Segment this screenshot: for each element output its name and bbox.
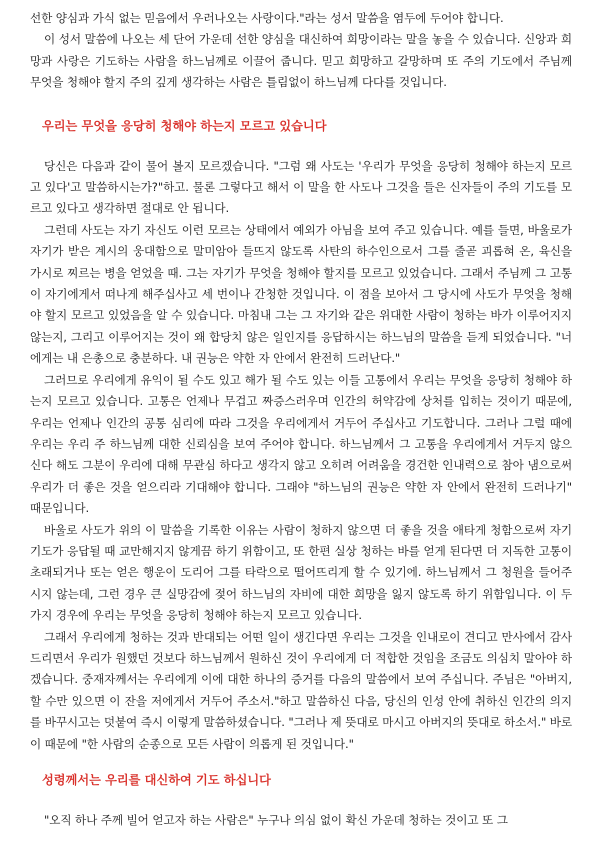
section-bottom [30, 810, 572, 831]
section-heading: 성령께서는 우리를 대신하여 기도 하십니다 [42, 773, 271, 787]
section-heading: 우리는 무엇을 응당히 청해야 하는지 모르고 있습니다 [42, 118, 327, 133]
paragraph: 선한 양심과 가식 없는 믿음에서 우러나오는 사랑이다."라는 성서 말씀을 염두에 두어야 합니다. [30, 11, 504, 25]
paragraph: 그래서 우리에게 청하는 것과 반대되는 어떤 일이 생긴다면 우리는 그것을 인내로이 견디고 만사에서 감사드리면서 우리가 원했던 것보다 하느님께서 원하신 것이 우리에게 더 적합한 것임을 조금도 의심치 말아야 하겠습니다. 중재자께서는 우리에게 이에 대한 하나의 증거를 다음의 말씀에서 보여 주십니다. 주님은 "아버지, 할 수만 있으면 이 잔을 저에게서 거두어 주소서."하고 말씀하신 다음, 당신의 인성 안에 취하신 인간의 의지를 바꾸시고는 덧붙여 즉시 이렇게 말씀하셨습니다. "그러나 제 뜻대로 마시고 아버지의 뜻대로 하소서." 바로 이 때문에 "한 사람의 순종으로 모든 사람이 의롭게 된 것입니다." [30, 629, 572, 751]
section-middle [30, 156, 572, 755]
paragraph: 바울로 사도가 위의 이 말씀을 기록한 이유는 사람이 청하지 않으면 더 좋을 것을 애타게 청함으로써 자기 기도가 응답될 때 교만해지지 않게끔 하기 위함이고, 또 한편 실상 청하는 바를 얻게 된다면 더 지독한 고통이 초래되거나 또는 얻은 행운이 도리어 그를 타락으로 떨어뜨리게 할 수 있기에. 하느님께서 그 청원을 들어주시지 않는데, 그런 경우 큰 실망감에 젖어 하느님의 자비에 대한 희망을 잃지 않도록 하기 위함입니다. 이 두 가지 경우에 우리는 무엇을 응당히 청해야 하는지 모르고 있습니다. [30, 522, 572, 623]
section-top [30, 8, 572, 94]
paragraph: 당신은 다음과 같이 물어 볼지 모르겠습니다. "그럼 왜 사도는 '우리가 무엇을 응당히 청해야 하는지 모르고 있다'고 말씀하시는가?"하고. 물론 그렇다고 해서 이 말을 한 사도나 그것을 들은 신자들이 주의 기도를 모르고 있다고 생각하면 절대로 안 됩니다. [30, 158, 572, 216]
paragraph: "오직 하나 주께 빌어 얻고자 하는 사람은" 누구나 의심 없이 확신 가운데 청하는 것이고 또 그 [44, 813, 508, 827]
paragraph: 그러므로 우리에게 유익이 될 수도 있고 해가 될 수도 있는 이들 고통에서 우리는 무엇을 응당히 청해야 하는지 모르고 있습니다. 고통은 언제나 무겁고 짜증스러우며 인간의 허약감에 상처를 입히는 것이기 때문에, 우리는 언제나 인간의 공통 심리에 따라 그것을 우리에게서 거두어 주십사고 기도합니다. 그러나 그럴 때에 우리는 우리 주 하느님께 대한 신뢰심을 보여 주어야 합니다. 하느님께서 그 고통을 우리에게서 거두지 않으신다 해도 그분이 우리에 대해 무관심 하다고 생각지 않고 오히려 어려움을 경건한 인내력으로 참아 냄으로써 우리가 더 좋은 것을 얻으리라 기대해야 합니다. 그래야 "하느님의 권능은 약한 자 안에서 완전히 드러나기" 때문입니다. [30, 372, 572, 516]
paragraph: 그런데 사도는 자기 자신도 이런 모르는 상태에서 예외가 아님을 보여 주고 있습니다. 예를 들면, 바울로가 자기가 받은 계시의 웅대함으로 말미암아 들뜨지 않도록 사탄의 하수인으로서 그를 줄곧 괴롭혀 온, 육신을 가시로 찌르는 병을 얻었을 때. 그는 자기가 무엇을 청해야 할지를 모르고 있었습니다. 그래서 주님께 그 고통이 자기에게서 떠나게 해주십사고 세 번이나 간청한 것입니다. 이 점을 보아서 그 당시에 사도가 무엇을 청해야 할지 모르고 있었음을 알 수 있습니다. 마침내 그는 그 자기와 같은 위대한 사람이 청하는 바가 이루어지지 않는지, 그리고 이루어지는 것이 왜 합당치 않은 일인지를 응답하시는 하느님의 말씀을 듣게 되었습니다. "너에게는 내 은총으로 충분하다. 내 권능은 약한 자 안에서 완전히 드러난다." [30, 222, 572, 366]
paragraph: 이 성서 말씀에 나오는 세 단어 가운데 선한 양심을 대신하여 희망이라는 말을 놓을 수 있습니다. 신앙과 희망과 사랑은 기도하는 사람을 하느님께로 이끌어 줍니다. 믿고 희망하고 갈망하며 또 주의 기도에서 주님께 무엇을 청해야 할지 주의 깊게 생각하는 사람은 틀림없이 하느님께 다다를 것입니다. [30, 32, 572, 90]
